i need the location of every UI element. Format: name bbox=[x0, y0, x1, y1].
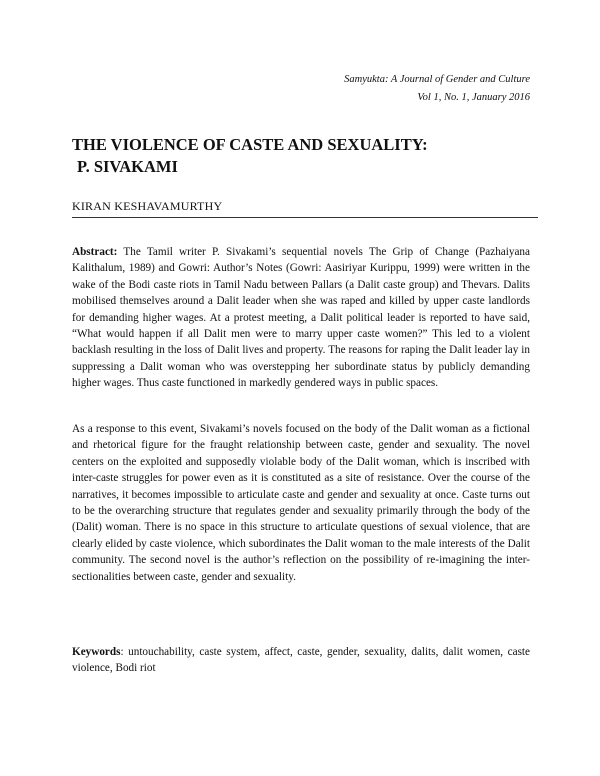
keywords-text: : untouchability, caste system, affect, caste, gender, sexuality, dalits, dalit women, caste violence, Bodi riot bbox=[72, 646, 530, 675]
author-divider bbox=[72, 217, 538, 218]
body-paragraph: As a response to this event, Sivakami’s novels focused on the body of the Dalit woman as a fictional and rhetorical figure for the fraught relationship between caste, gender and sexuality. The novel centers on the exploited and supposedly violable body of the Dalit woman, which is inscribed with inter-caste struggles for power even as it is constituted as a site of resistance. Over the course of the narratives, it becomes impossible to articulate caste and gender and sexuality at once. Caste turns out to be the overarching structure that regulates gender and sexuality primarily through the body of the (Dalit) woman. There is no space in this structure to articulate questions of sexual violence, that are clearly elided by caste violence, which subordinates the Dalit woman to the male interests of the Dalit community. The second novel is the author’s reflection on the possibility of re-imagining the inter-sectionalities between caste, gender and sexuality. bbox=[72, 423, 530, 583]
article-title bbox=[72, 134, 542, 178]
abstract-text: The Tamil writer P. Sivakami’s sequential novels The Grip of Change (Pazhaiyana Kalithalum, 1989) and Gowri: Author’s Notes (Gowri: Aasiriyar Kurippu, 1999) were written in the wake of the Bodi caste riots in Tamil Nadu between Pallars (a Dalit caste group) and Thevars. Dalits mobilised themselves around a Dalit leader when she was raped and killed by upper caste landlords for demanding higher wages. At a protest meeting, a Dalit political leader is reported to have said, “What would happen if all Dalit men were to marry upper caste women?” This led to a violent backlash resulting in the loss of Dalit lives and property. The reasons for raping the Dalit leader lay in suppressing a Dalit woman who was overstepping her subordinate status by publicly demanding higher wages. Thus caste functioned in markedly gendered ways in public spaces. bbox=[72, 246, 530, 390]
journal-name: Samyukta: A Journal of Gender and Culture bbox=[344, 74, 530, 85]
keywords-paragraph bbox=[72, 644, 530, 677]
journal-issue: Vol 1, No. 1, January 2016 bbox=[417, 92, 530, 103]
author-name: KIRAN KESHAVAMURTHY bbox=[72, 199, 223, 213]
keywords-label: Keywords bbox=[72, 646, 121, 658]
abstract-label: Abstract: bbox=[72, 246, 118, 258]
title-line-1: THE VIOLENCE OF CASTE AND SEXUALITY: bbox=[72, 135, 428, 154]
abstract-paragraph bbox=[72, 244, 530, 392]
title-line-2: P. SIVAKAMI bbox=[77, 157, 178, 176]
journal-header bbox=[344, 71, 530, 107]
